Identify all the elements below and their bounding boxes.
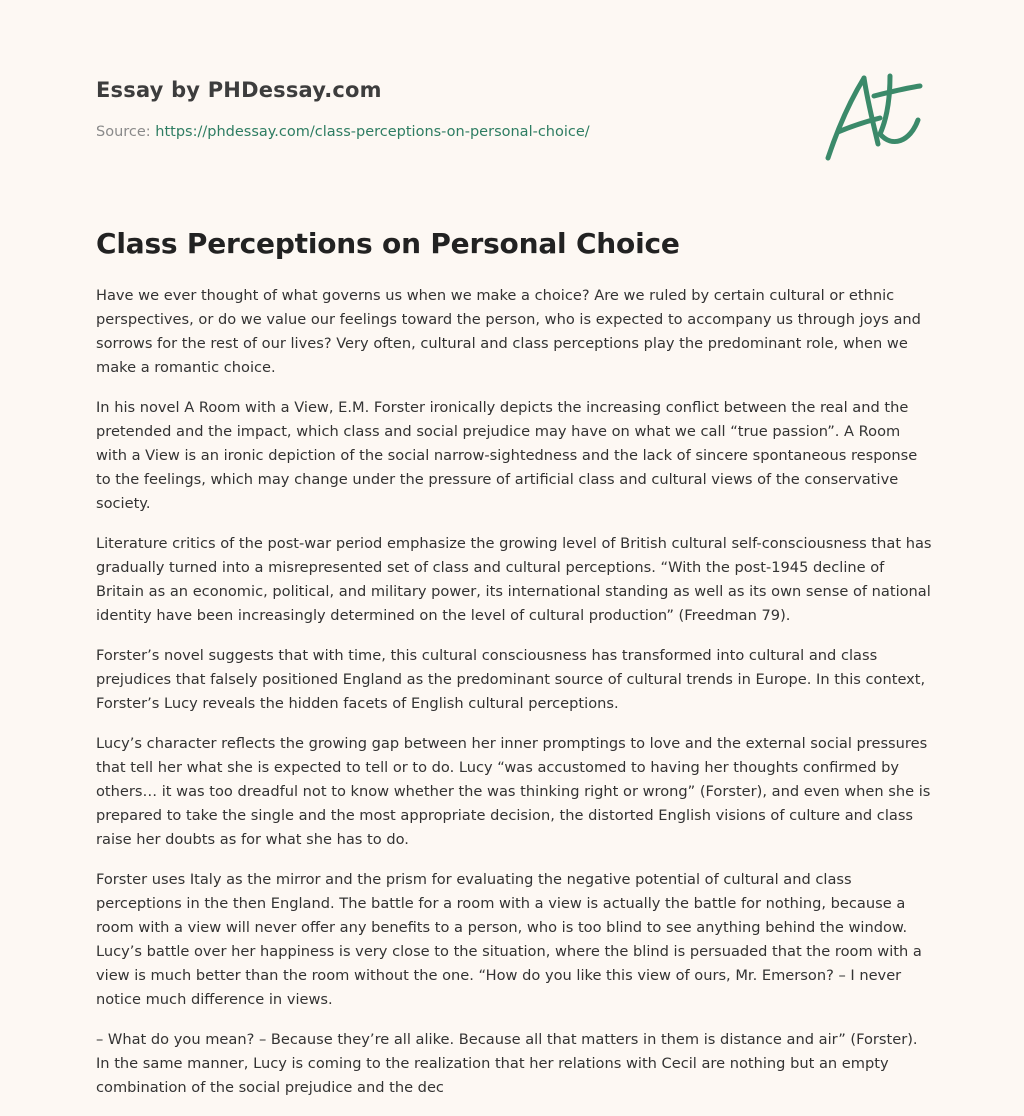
source-line <box>96 122 796 142</box>
essay-header <box>96 76 796 142</box>
essay-body <box>96 284 932 1116</box>
essay-paragraph: Lucy’s character reflects the growing gap between her inner promptings to love and the external social pressures that tell her what she is expected to tell or to do. Lucy “was accustomed to having her thoughts confirmed by others… it was too dreadful not to know whether the was thinking right or wrong” (Forster), and even when she is prepared to take the single and the most appropriate decision, the distorted English visions of culture and class raise her doubts as for what she has to do. <box>96 735 931 848</box>
a-plus-grade-logo-icon <box>818 64 930 168</box>
essay-paragraph: In his novel A Room with a View, E.M. Forster ironically depicts the increasing conflict between the real and the pretended and the impact, which class and social prejudice may have on what we call “true passion”. A Room with a View is an ironic depiction of the social narrow-sightedness and the lack of sincere spontaneous response to the feelings, which may change under the pressure of artificial class and cultural views of the conservative society. <box>96 399 918 512</box>
site-brand: Essay by PHDessay.com <box>96 78 382 102</box>
essay-paragraph: – What do you mean? – Because they’re all alike. Because all that matters in them is distance and air” (Forster). In the same manner, Lucy is coming to the realization that her relations with Cecil are nothing but an empty combination of the social prejudice and the dec <box>96 1031 918 1096</box>
essay-paragraph: Forster’s novel suggests that with time, this cultural consciousness has transformed into cultural and class prejudices that falsely positioned England as the predominant source of cultural trends in Europe. In this context, Forster’s Lucy reveals the hidden facets of English cultural perceptions. <box>96 647 926 712</box>
essay-paragraph: Have we ever thought of what governs us when we make a choice? Are we ruled by certain cultural or ethnic perspectives, or do we value our feelings toward the person, who is expected to accompany us through joys and sorrows for the rest of our lives? Very often, cultural and class perceptions play the predominant role, when we make a romantic choice. <box>96 287 921 376</box>
source-label: Source: <box>96 124 156 140</box>
essay-paragraph: Literature critics of the post-war period emphasize the growing level of British cultural self-consciousness that has gradually turned into a misrepresented set of class and cultural perceptions. “With the post-1945 decline of Britain as an economic, political, and military power, its international standing as well as its own sense of national identity have been increasingly determined on the level of cultural production” (Freedman 79). <box>96 535 932 624</box>
source-link[interactable]: https://phdessay.com/class-perceptions-on-personal-choice/ <box>155 124 590 140</box>
essay-title: Class Perceptions on Personal Choice <box>96 227 680 260</box>
essay-paragraph: Forster uses Italy as the mirror and the prism for evaluating the negative potential of cultural and class perceptions in the then England. The battle for a room with a view is actually the battle for nothing, because a room with a view will never offer any benefits to a person, who is too blind to see anything behind the window. Lucy’s battle over her happiness is very close to the situation, where the blind is persuaded that the room with a view is much better than the room without the one. “How do you like this view of ours, Mr. Emerson? – I never notice much difference in views. <box>96 871 922 1008</box>
